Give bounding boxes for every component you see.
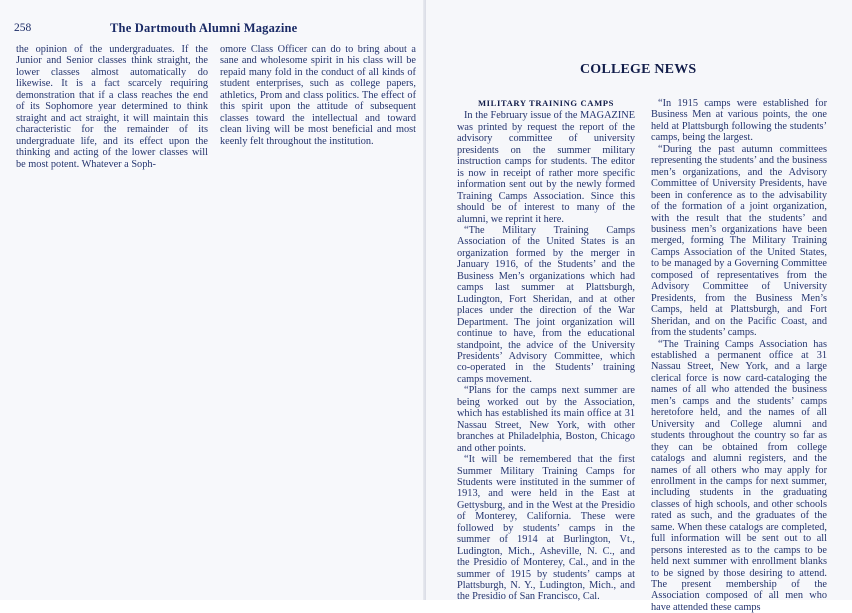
left-column-2 bbox=[220, 44, 416, 147]
paragraph: “It will be remembered that the first Summer Military Training Camps for Students were instituted in the summer of 1913, and were held in the East at Gettysburg, and in the West at the Presidio of Monterey, California. These were followed by students’ camps in the summer of 1914 at Burlington, Vt., Ludington, Mich., Asheville, N. C., and the Presidio of Monterey, Cal., and in the summer of 1915 by students’ camps at Plattsburgh, N. Y., Ludington, Mich., and the Presidio of San Francisco, Cal. bbox=[457, 454, 635, 603]
paragraph: “Plans for the camps next summer are being worked out by the Association, which has established its main office at 31 Nassau Street, New York, with other branches at Philadelphia, Boston, Chicago and other points. bbox=[457, 385, 635, 454]
running-head: The Dartmouth Alumni Magazine bbox=[110, 21, 298, 35]
paragraph: “The Training Camps Association has established a permanent office at 31 Nassau Street, New York, and a large clerical force is now card-cataloging the names of all who attended the business men’s camps and the students’ camps heretofore held, and the names of all University and College alumni and students throughout the country so far as they can be obtained from college catalogs and alumni registers, and the names of all others who may apply for enrollment in the camps for next summer, including students in the graduating classes of high schools, and other schools rated as such, and the graduates of the same. When these catalogs are completed, full information will be sent out to all persons interested as to the camps to be held next summer with enrollment blanks to be signed by those desiring to attend. The present membership of the Association composed of all men who have attended these camps bbox=[651, 338, 827, 613]
paragraph: “The Military Training Camps Association of the United States is an organization formed by the merger in January 1916, of the Students’ and the Business Men’s organizations which had camps last summer at Plattsburgh, Ludington, Fort Sheridan, and at other places under the direction of the War Department. The joint organization will continue to have, from the educational standpoint, the advice of the University Presidents’ Advisory Committee, which co-operated in the Students’ training camps movement. bbox=[457, 224, 635, 385]
left-column-1 bbox=[16, 44, 208, 170]
paragraph: omore Class Officer can do to bring about a sane and wholesome spirit in his class will be repaid many fold in the conduct of all kinds of student enterprises, such as college papers, athletics, Prom and class politics. The effect of this spirit upon the attitude of subsequent classes toward the intellectual and toward clean living will be most beneficial and most keenly felt throughout the institution. bbox=[220, 44, 416, 147]
right-column-1 bbox=[457, 98, 635, 603]
section-title: COLLEGE NEWS bbox=[580, 62, 697, 77]
left-page bbox=[0, 0, 426, 600]
right-column-2 bbox=[651, 98, 827, 613]
paragraph: “During the past autumn committees representing the students’ and the business men’s organizations, and the Advisory Committee of University Presidents, have been in conference as to the advisability of the formation of a joint organization, with the result that the students’ and business men’s organizations have been merged, forming The Military Training Camps Association of the United States, to be managed by a Governing Committee composed of representatives from the Advisory Committee of University Presidents, from the Business Men’s Camps, held at Plattsburgh, and Fort Sheridan, and on the Pacific Coast, and from the students’ camps. bbox=[651, 143, 827, 339]
page-number: 258 bbox=[14, 22, 32, 34]
article-heading: MILITARY TRAINING CAMPS bbox=[477, 98, 615, 108]
paragraph: “In 1915 camps were established for Business Men at various points, the one held at Plattsburgh following the students’ camps, being the largest. bbox=[651, 98, 827, 144]
paragraph: In the February issue of the MAGAZINE was printed by request the report of the advisory committee of university presidents on the summer military instruction camps for students. The editor is now in receipt of rather more specific information sent out by the newly formed Training Camps Association. Since this should be of interest to many of the alumni, we reprint it here. bbox=[457, 110, 635, 225]
paragraph: the opinion of the undergraduates. If the Junior and Senior classes think straight, the lower classes almost automatically do likewise. It is a fact scarcely requiring demonstration that if a class reaches the end of its Sophomore year determined to think straight and act straight, it will maintain this characteristic for the remainder of its undergraduate life, and its effect upon the thinking and acting of the lower classes will be most potent. Whatever a Soph- bbox=[16, 44, 208, 170]
